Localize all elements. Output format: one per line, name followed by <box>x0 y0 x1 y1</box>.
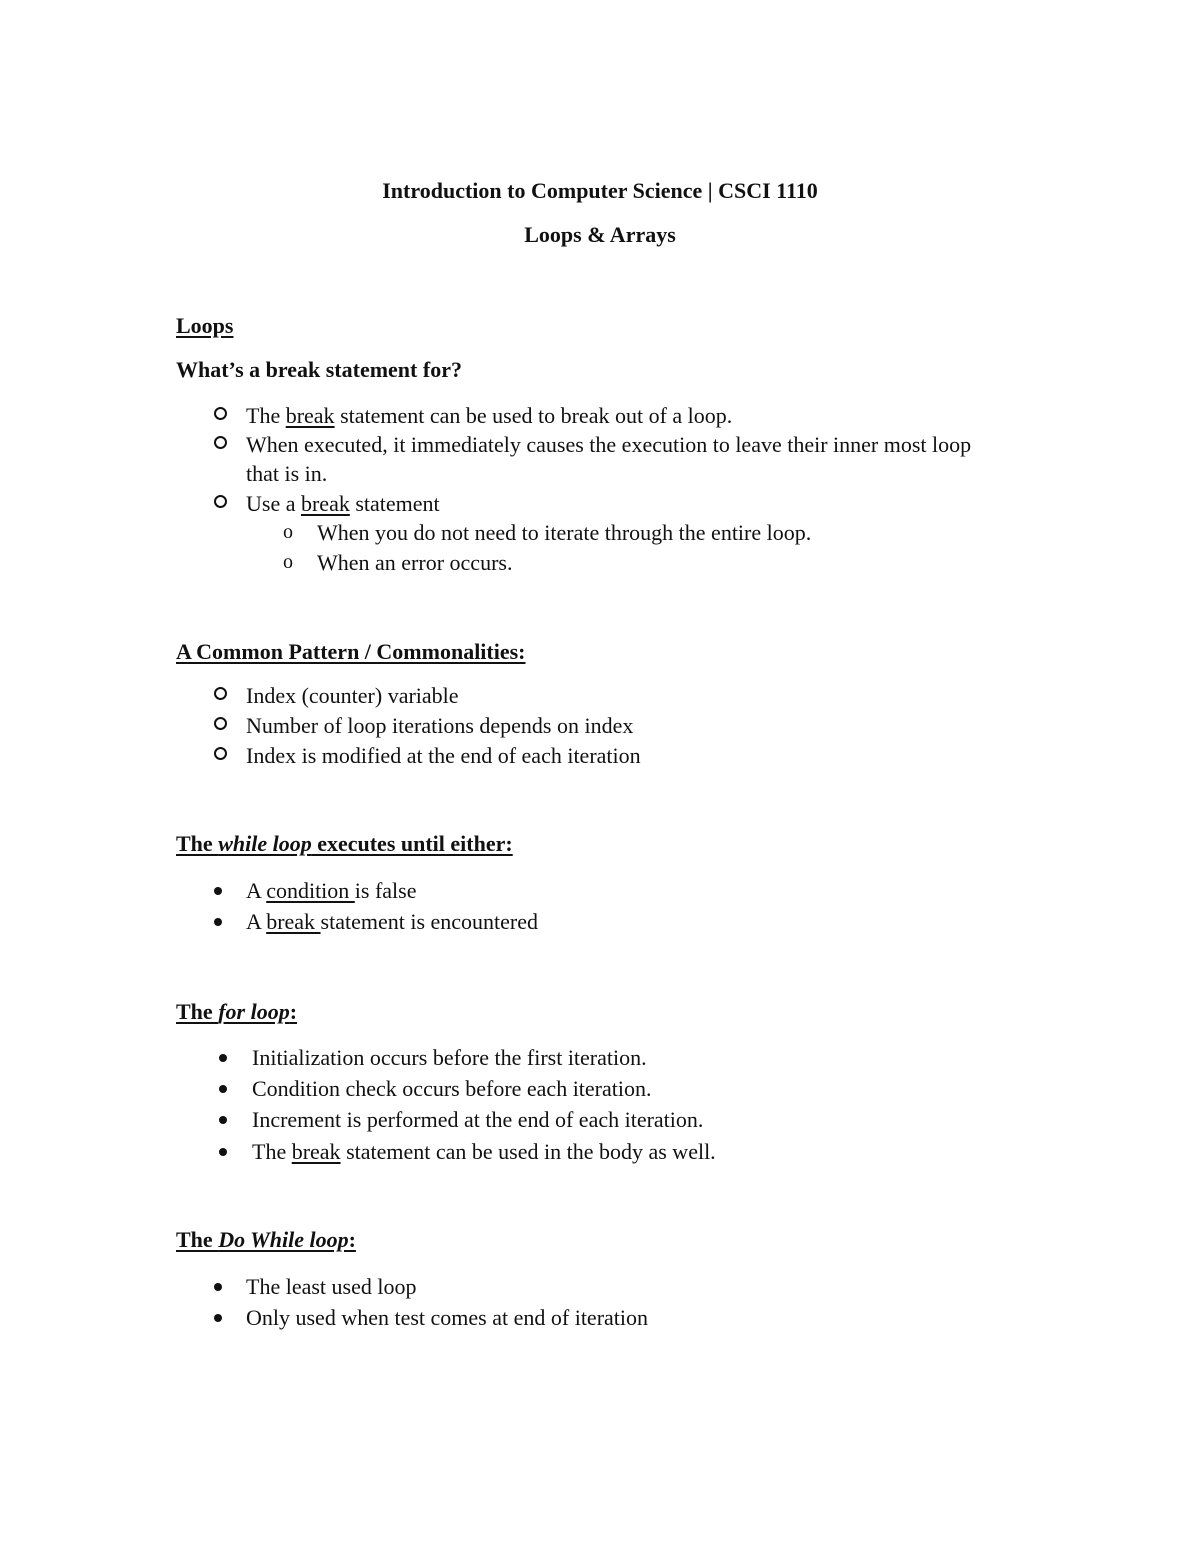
bullet-icon <box>214 918 222 926</box>
sub-bullet-icon: o <box>283 551 293 573</box>
hollow-bullet-icon <box>214 687 227 700</box>
list-item: When executed, it immediately causes the execution to leave their inner most loop <box>246 432 972 457</box>
section-heading-while-loop: The while loop executes until either: <box>176 831 513 856</box>
list-item: Use a break statement <box>246 491 440 516</box>
hollow-bullet-icon <box>214 436 227 449</box>
list-item: Condition check occurs before each iteration. <box>252 1076 652 1101</box>
bullet-icon <box>219 1085 227 1093</box>
hollow-bullet-icon <box>214 407 227 420</box>
section-heading-for-loop: The for loop: <box>176 999 298 1024</box>
bullet-icon <box>219 1148 227 1156</box>
sub-list-item: When an error occurs. <box>317 550 513 575</box>
document-title: Introduction to Computer Science | CSCI 1110 <box>382 178 818 203</box>
section-heading-loops: Loops <box>176 313 234 338</box>
hollow-bullet-icon <box>214 747 227 760</box>
section-heading-do-while-loop: The Do While loop: <box>176 1227 356 1252</box>
document-subtitle: Loops & Arrays <box>524 222 676 247</box>
list-item: Number of loop iterations depends on index <box>246 713 634 738</box>
list-item: Only used when test comes at end of iteration <box>246 1305 649 1330</box>
list-item: The least used loop <box>246 1274 417 1299</box>
list-item-continuation: that is in. <box>246 461 328 486</box>
bullet-icon <box>214 1314 222 1322</box>
list-item: A break statement is encountered <box>246 909 539 934</box>
list-item: Increment is performed at the end of each iteration. <box>252 1107 704 1132</box>
sub-bullet-icon: o <box>283 521 293 543</box>
bullet-icon <box>219 1054 227 1062</box>
bullet-icon <box>219 1116 227 1124</box>
section-heading-common-pattern: A Common Pattern / Commonalities: <box>176 639 526 664</box>
list-item: Initialization occurs before the first iteration. <box>252 1045 647 1070</box>
list-item: Index (counter) variable <box>246 683 459 708</box>
list-item: A condition is false <box>246 878 417 903</box>
bullet-icon <box>214 887 222 895</box>
bullet-icon <box>214 1283 222 1291</box>
hollow-bullet-icon <box>214 495 227 508</box>
question-break-statement: What’s a break statement for? <box>176 357 462 382</box>
list-item: The break statement can be used to break out of a loop. <box>246 403 733 428</box>
list-item: The break statement can be used in the body as well. <box>252 1139 716 1164</box>
hollow-bullet-icon <box>214 717 227 730</box>
sub-list-item: When you do not need to iterate through the entire loop. <box>317 520 812 545</box>
list-item: Index is modified at the end of each iteration <box>246 743 641 768</box>
